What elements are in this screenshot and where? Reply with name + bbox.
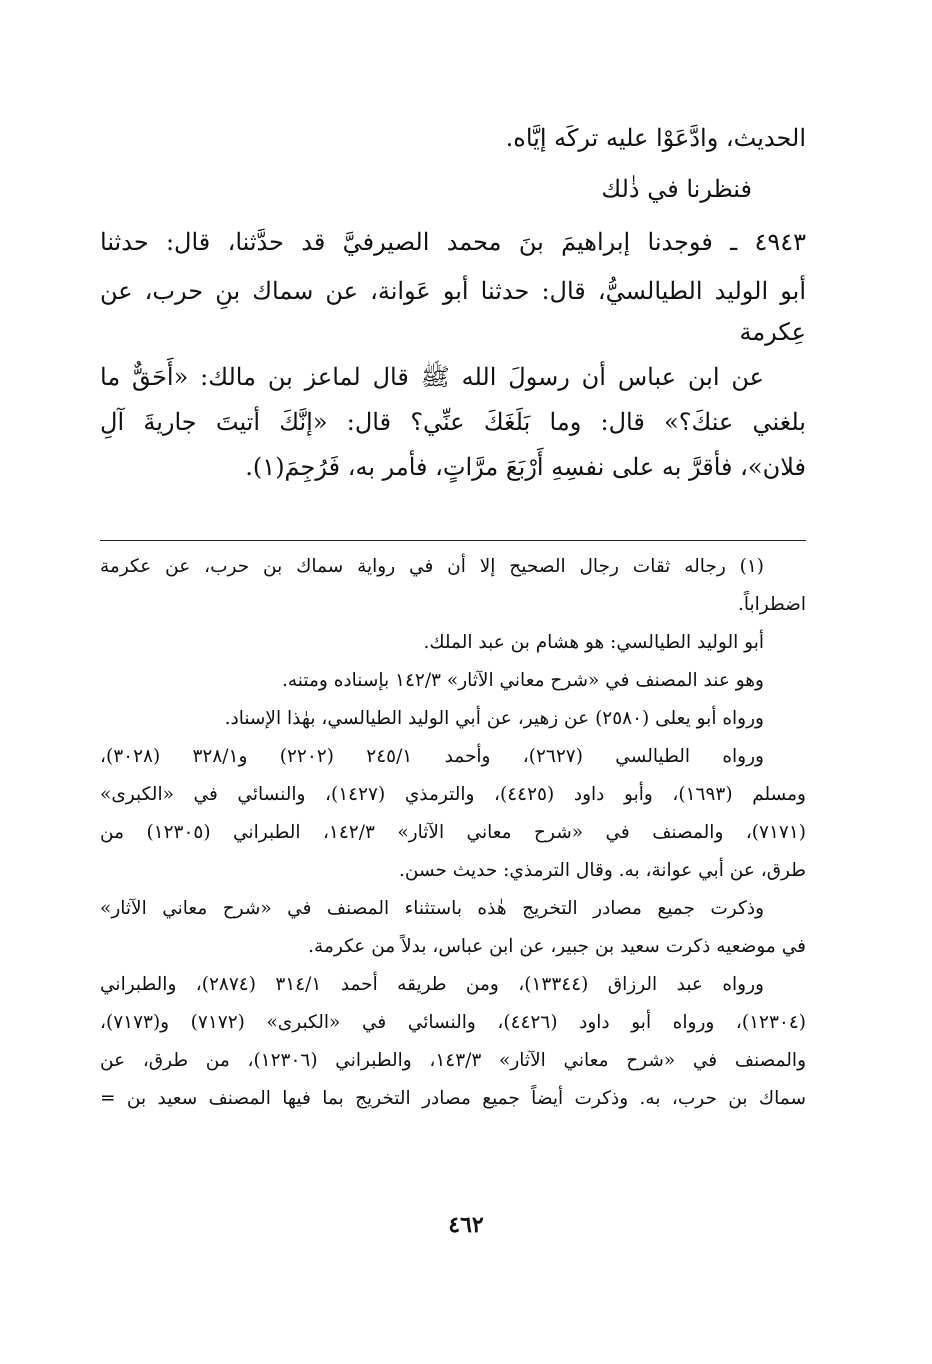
footnote-line: ورواه الطيالسي (٢٦٢٧)، وأحمد ٢٤٥/١ (٢٢٠٢) و٣٢٨/١ (٣٠٢٨)، <box>100 746 764 767</box>
footnote-line: والمصنف في «شرح معاني الآثار» ١٤٣/٣، والطبراني (١٢٣٠٦)، من طرق، عن <box>100 1050 806 1071</box>
hadith-number-line: ٤٩٤٣ ـ فوجدنا إبراهيمَ بنَ محمد الصيرفيَّ قد حدَّثنا، قال: حدثنا <box>100 228 806 256</box>
main-line <box>100 402 806 443</box>
footnote-line: أبو الوليد الطيالسي: هو هشام بن عبد الملك. <box>423 632 764 653</box>
main-line-text: عِكرمة <box>739 318 806 346</box>
main-line-text: عن ابن عباس أن رسولَ الله ﷺ قال لماعز بن مالك: «أَحَقٌّ ما <box>100 363 764 391</box>
main-line <box>100 447 806 488</box>
footnote-line: سماك بن حرب، به. وذكرت أيضاً جميع مصادر التخريج بما فيها المصنف سعيد بن = <box>100 1088 806 1109</box>
footnotes <box>100 548 806 1118</box>
footnote-divider <box>100 540 806 541</box>
footnote-line: (١٢٣٠٤)، ورواه أبو داود (٤٤٢٦)، والنسائي في «الكبرى» (٧١٧٢) و(٧١٧٣)، <box>100 1012 806 1033</box>
footnote-line: ومسلم (١٦٩٣)، وأبو داود (٤٤٢٥)، والترمذي (١٤٢٧)، والنسائي في «الكبرى» <box>100 784 806 805</box>
main-line-text: الحديث، وادَّعَوْا عليه تركَه إيَّاه. <box>505 124 806 152</box>
main-line-text: فلان»، فأقرَّ به على نفسِهِ أَرْبَعَ مرَّاتٍ، فأمر به، فَرُجِمَ(١). <box>245 453 806 481</box>
footnote-line: في موضعيه ذكرت سعيد بن جبير، عن ابن عباس، بدلاً من عكرمة. <box>308 936 806 957</box>
section-heading: فنظرنا في ذٰلك <box>601 175 752 203</box>
footnote-line: ورواه أبو يعلى (٢٥٨٠) عن زهير، عن أبي الوليد الطيالسي، بهٰذا الإسناد. <box>224 708 764 729</box>
page-number: ٤٦٢ <box>448 1212 484 1238</box>
main-text <box>100 118 806 488</box>
footnote-line: اضطراباً. <box>737 594 806 615</box>
main-line <box>100 222 806 263</box>
footnote-line: طرق، عن أبي عوانة، به. وقال الترمذي: حديث حسن. <box>399 860 806 881</box>
footnote-line: (٧١٧١)، والمصنف في «شرح معاني الآثار» ١٤٢/٣، الطبراني (١٢٣٠٥) من <box>100 822 806 843</box>
main-line <box>100 271 806 312</box>
footnote-line: وذكرت جميع مصادر التخريج هٰذه باستثناء المصنف في «شرح معاني الآثار» <box>100 898 764 919</box>
main-line-text: بلغني عنكَ؟» قال: وما بَلَغَكَ عنِّي؟ قال: «إنَّكَ أتيتَ جاريةَ آلِ <box>100 408 806 436</box>
main-line <box>100 118 806 159</box>
footnote-line: ورواه عبد الرزاق (١٣٣٤٤)، ومن طريقه أحمد ٣١٤/١ (٢٨٧٤)، والطبراني <box>100 974 764 995</box>
main-line <box>100 357 806 398</box>
footnote-line: (١) رجاله ثقات رجال الصحيح إلا أن في رواية سماك بن حرب، عن عكرمة <box>100 556 764 577</box>
main-line <box>100 312 806 353</box>
footnote-line: وهو عند المصنف في «شرح معاني الآثار» ١٤٢/٣ بإسناده ومتنه. <box>282 670 764 691</box>
main-line <box>100 169 806 210</box>
main-line-text: أبو الوليد الطيالسيُّ، قال: حدثنا أبو عَوانة، عن سماك بنِ حرب، عن <box>100 277 806 305</box>
